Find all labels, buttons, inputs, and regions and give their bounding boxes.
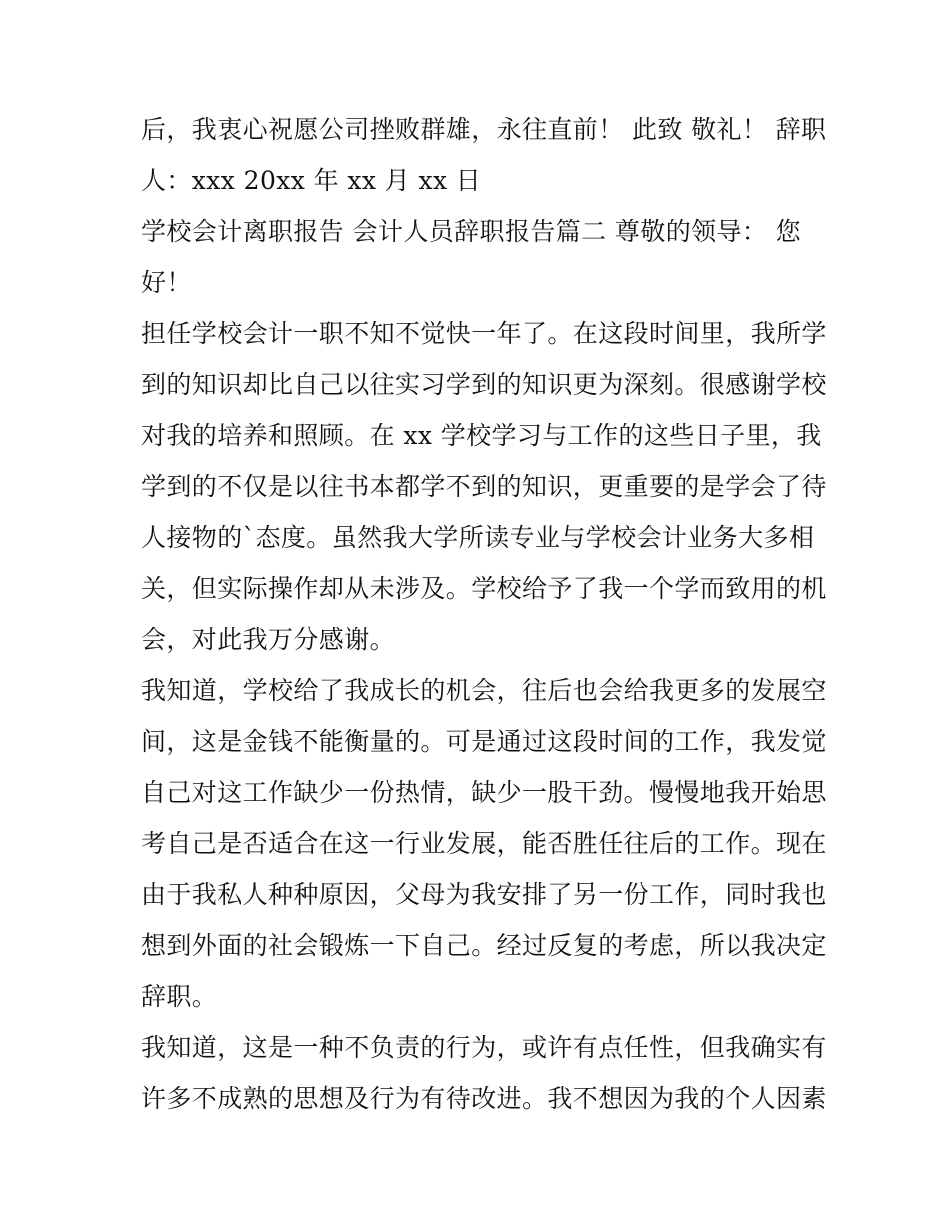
text-line: 会，对此我万分感谢。 (141, 625, 396, 654)
text-line: 由于我私人种种原因，父母为我安排了另一份工作，同时我也 (141, 880, 827, 909)
text-line: 学到的不仅是以往书本都学不到的知识，更重要的是学会了待 (141, 472, 827, 501)
text-line: 对我的培养和照顾。在 xx 学校学习与工作的这些日子里，我 (141, 421, 822, 450)
text-line: 辞职。 (141, 982, 218, 1011)
text-line: 自己对这工作缺少一份热情，缺少一股干劲。慢慢地我开始思 (141, 778, 827, 807)
text-line: 学校会计离职报告 会计人员辞职报告篇二 尊敬的领导： 您 (141, 217, 802, 246)
text-line: 关，但实际操作却从未涉及。学校给予了我一个学而致用的机 (141, 574, 827, 603)
text-line: 间，这是金钱不能衡量的。可是通过这段时间的工作，我发觉 (141, 727, 827, 756)
text-line: 人：xxx 20xx 年 xx 月 xx 日 (141, 166, 482, 195)
document-body (141, 104, 827, 1124)
text-line: 我知道，这是一种不负责的行为，或许有点任性，但我确实有 (141, 1033, 827, 1062)
text-line: 许多不成熟的思想及行为有待改进。我不想因为我的个人因素 (141, 1084, 827, 1113)
text-line: 到的知识却比自己以往实习学到的知识更为深刻。很感谢学校 (141, 370, 827, 399)
text-line: 后，我衷心祝愿公司挫败群雄，永往直前！ 此致 敬礼！ 辞职 (141, 115, 827, 144)
text-line: 人接物的`态度。虽然我大学所读专业与学校会计业务大多相 (141, 523, 815, 552)
text-line: 考自己是否适合在这一行业发展，能否胜任往后的工作。现在 (141, 829, 827, 858)
text-line: 想到外面的社会锻炼一下自己。经过反复的考虑，所以我决定 (141, 931, 827, 960)
text-line: 担任学校会计一职不知不觉快一年了。在这段时间里，我所学 (141, 319, 827, 348)
text-line: 我知道，学校给了我成长的机会，往后也会给我更多的发展空 (141, 676, 827, 705)
text-line: 好！ (141, 268, 192, 297)
